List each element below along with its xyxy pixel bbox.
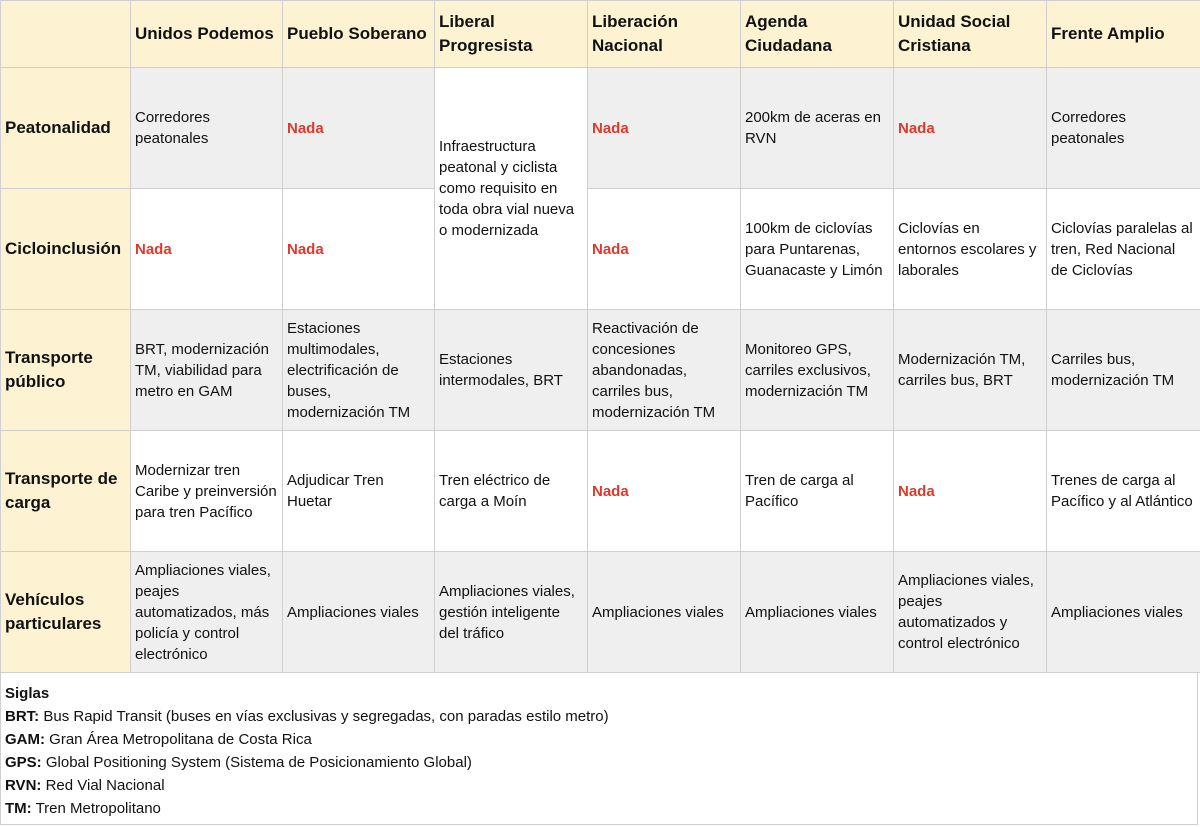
table-cell: Ciclovías paralelas al tren, Red Nacional de Ciclovías bbox=[1047, 189, 1200, 310]
table-cell: Nada bbox=[588, 68, 741, 189]
table-cell: Nada bbox=[283, 189, 435, 310]
table-row-transporte-de-carga bbox=[1, 431, 1200, 552]
table-cell: Ampliaciones viales bbox=[741, 552, 894, 673]
sigla-text: Gran Área Metropolitana de Costa Rica bbox=[49, 731, 312, 748]
table-cell: 200km de aceras en RVN bbox=[741, 68, 894, 189]
sigla-item bbox=[5, 774, 1193, 797]
table-cell: Corredores peatonales bbox=[1047, 68, 1200, 189]
table-cell: Ampliaciones viales, peajes automatizados, más policía y control electrónico bbox=[131, 552, 283, 673]
sigla-abbr: RVN: bbox=[5, 777, 42, 794]
sigla-item bbox=[5, 751, 1193, 774]
table-cell: Nada bbox=[131, 189, 283, 310]
table-row-transporte-publico bbox=[1, 310, 1200, 431]
table-cell: Estaciones intermodales, BRT bbox=[435, 310, 588, 431]
table-cell: Estaciones multimodales, electrificación de buses, modernización TM bbox=[283, 310, 435, 431]
sigla-abbr: GPS: bbox=[5, 754, 42, 771]
siglas-legend bbox=[0, 673, 1198, 825]
table-cell: Tren eléctrico de carga a Moín bbox=[435, 431, 588, 552]
table-cell: 100km de ciclovías para Puntarenas, Guanacaste y Limón bbox=[741, 189, 894, 310]
table-cell: Adjudicar Tren Huetar bbox=[283, 431, 435, 552]
sigla-text: Bus Rapid Transit (buses en vías exclusivas y segregadas, con paradas estilo metro) bbox=[43, 708, 609, 725]
table-cell: Trenes de carga al Pacífico y al Atlántico bbox=[1047, 431, 1200, 552]
sigla-abbr: GAM: bbox=[5, 731, 45, 748]
sigla-text: Global Positioning System (Sistema de Posicionamiento Global) bbox=[45, 754, 472, 771]
table-cell-merged: Infraestructura peatonal y ciclista como requisito en toda obra vial nueva o modernizada bbox=[435, 68, 588, 310]
table-cell: Nada bbox=[283, 68, 435, 189]
party-header: Pueblo Soberano bbox=[283, 1, 435, 68]
table-row-cicloinclusion bbox=[1, 189, 1200, 310]
table-cell: Nada bbox=[588, 189, 741, 310]
table-cell: Nada bbox=[588, 431, 741, 552]
table-cell: Corredores peatonales bbox=[131, 68, 283, 189]
table-cell: Tren de carga al Pacífico bbox=[741, 431, 894, 552]
table-cell: Modernización TM, carriles bus, BRT bbox=[894, 310, 1047, 431]
party-header: Agenda Ciudadana bbox=[741, 1, 894, 68]
party-header: Unidos Podemos bbox=[131, 1, 283, 68]
party-header: Unidad Social Cristiana bbox=[894, 1, 1047, 68]
table-cell: Ciclovías en entornos escolares y laborales bbox=[894, 189, 1047, 310]
table-row-vehiculos-particulares bbox=[1, 552, 1200, 673]
row-header: Transporte de carga bbox=[1, 431, 131, 552]
row-header: Peatonalidad bbox=[1, 68, 131, 189]
table-row-peatonalidad bbox=[1, 68, 1200, 189]
table-cell: Nada bbox=[894, 431, 1047, 552]
sigla-abbr: TM: bbox=[5, 800, 32, 817]
row-header: Transporte público bbox=[1, 310, 131, 431]
row-header: Vehículos particulares bbox=[1, 552, 131, 673]
sigla-abbr: BRT: bbox=[5, 708, 40, 725]
table-cell: Nada bbox=[894, 68, 1047, 189]
siglas-title: Siglas bbox=[5, 685, 50, 702]
corner-cell bbox=[1, 1, 131, 68]
table-cell: Ampliaciones viales, gestión inteligente del tráfico bbox=[435, 552, 588, 673]
sigla-text: Red Vial Nacional bbox=[45, 777, 165, 794]
table-cell: Ampliaciones viales bbox=[1047, 552, 1200, 673]
table-cell: Monitoreo GPS, carriles exclusivos, modernización TM bbox=[741, 310, 894, 431]
sigla-text: Tren Metropolitano bbox=[35, 800, 161, 817]
sigla-item bbox=[5, 728, 1193, 751]
table-cell: Ampliaciones viales bbox=[283, 552, 435, 673]
sigla-item bbox=[5, 797, 1193, 820]
table-cell: Ampliaciones viales bbox=[588, 552, 741, 673]
table-cell: Reactivación de concesiones abandonadas, carriles bus, modernización TM bbox=[588, 310, 741, 431]
table-cell: Carriles bus, modernización TM bbox=[1047, 310, 1200, 431]
party-header: Frente Amplio bbox=[1047, 1, 1200, 68]
table-cell: BRT, modernización TM, viabilidad para metro en GAM bbox=[131, 310, 283, 431]
row-header: Cicloinclusión bbox=[1, 189, 131, 310]
header-row bbox=[1, 1, 1200, 68]
sigla-item bbox=[5, 705, 1193, 728]
party-header: Liberación Nacional bbox=[588, 1, 741, 68]
table-cell: Modernizar tren Caribe y preinversión para tren Pacífico bbox=[131, 431, 283, 552]
party-header: Liberal Progresista bbox=[435, 1, 588, 68]
table-cell: Ampliaciones viales, peajes automatizados y control electrónico bbox=[894, 552, 1047, 673]
